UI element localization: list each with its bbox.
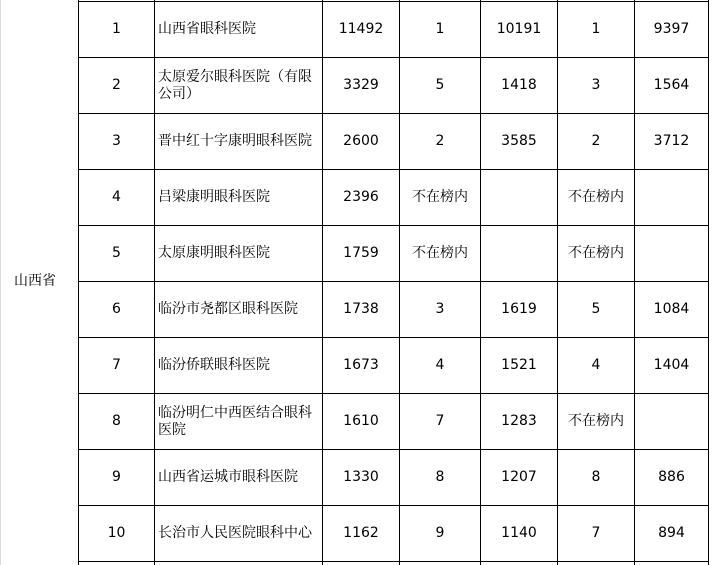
rank-cell-3[interactable]: 不在榜内 [568,189,624,205]
rank-cell-2[interactable]: 8 [435,469,445,485]
value-cell-3[interactable]: 1084 [653,301,690,317]
rank-cell[interactable]: 2 [112,77,121,93]
rank-cell-2[interactable]: 9 [435,525,445,541]
value-cell-1[interactable]: 2396 [343,189,379,205]
hospital-name-cell[interactable]: 吕梁康明眼科医院 [158,189,270,205]
rank-cell-2[interactable]: 不在榜内 [412,245,468,261]
rank-cell-2[interactable]: 2 [435,133,445,149]
rank-cell[interactable]: 9 [112,469,121,485]
value-cell-2[interactable] [481,226,557,281]
hospital-name-cell[interactable]: 太原康明眼科医院 [158,245,270,261]
hospital-name-cell[interactable]: 山西省运城市眼科医院 [158,469,298,485]
rank-cell[interactable]: 3 [112,133,121,149]
rank-cell-3[interactable]: 3 [591,77,601,93]
column-divider [708,0,709,565]
value-cell-2[interactable]: 3585 [501,133,537,149]
rank-cell-2[interactable]: 不在榜内 [412,189,468,205]
value-cell-3[interactable] [635,226,708,281]
value-cell-3[interactable]: 894 [658,525,685,541]
value-cell-3[interactable] [635,394,708,449]
value-cell-1[interactable]: 11492 [338,21,384,37]
rank-cell[interactable]: 1 [112,21,121,37]
rank-cell[interactable]: 5 [112,245,121,261]
rank-cell[interactable]: 8 [112,413,121,429]
hospital-name-cell[interactable]: 临汾市尧都区眼科医院 [158,301,298,317]
rank-cell-3[interactable]: 不在榜内 [568,245,624,261]
value-cell-1[interactable]: 2600 [343,133,379,149]
rank-cell[interactable]: 7 [112,357,121,373]
value-cell-1[interactable]: 1738 [343,301,379,317]
value-cell-2[interactable]: 1140 [501,525,537,541]
rank-cell-3[interactable]: 5 [591,301,601,317]
value-cell-3[interactable]: 3712 [653,133,690,149]
rank-cell-3[interactable]: 4 [591,357,601,373]
value-cell-1[interactable]: 1759 [343,245,379,261]
rank-cell[interactable]: 6 [112,301,121,317]
hospital-name-cell[interactable]: 临汾侨联眼科医院 [158,357,270,373]
value-cell-2[interactable]: 1521 [501,357,537,373]
hospital-name-cell[interactable]: 山西省眼科医院 [158,21,256,37]
rank-cell-3[interactable]: 1 [591,21,601,37]
rank-cell-2[interactable]: 4 [435,357,445,373]
rank-cell-2[interactable]: 1 [435,21,445,37]
value-cell-2[interactable]: 1283 [501,413,537,429]
value-cell-1[interactable]: 1673 [343,357,379,373]
value-cell-3[interactable]: 1564 [653,77,690,93]
hospital-name-cell[interactable]: 临汾明仁中西医结合眼科医院 [158,404,312,438]
province-cell[interactable]: 山西省 [14,272,56,289]
rank-cell-2[interactable]: 3 [435,301,445,317]
rank-cell-2[interactable]: 7 [435,413,445,429]
rank-cell-3[interactable]: 8 [591,469,601,485]
value-cell-2[interactable] [481,170,557,225]
rank-cell-2[interactable]: 5 [435,77,445,93]
rank-cell-3[interactable]: 不在榜内 [568,413,624,429]
rank-cell[interactable]: 10 [107,525,126,541]
rank-cell[interactable]: 4 [112,189,121,205]
value-cell-1[interactable]: 1162 [343,525,379,541]
value-cell-1[interactable]: 3329 [343,77,379,93]
hospital-name-cell[interactable]: 长治市人民医院眼科中心 [158,525,312,541]
value-cell-1[interactable]: 1330 [343,469,379,485]
value-cell-3[interactable]: 1404 [653,357,690,373]
hospital-name-cell[interactable]: 太原爱尔眼科医院（有限公司） [158,68,312,102]
rank-cell-3[interactable]: 7 [591,525,601,541]
hospital-name-cell[interactable]: 晋中红十字康明眼科医院 [158,133,312,149]
row-divider [78,561,708,562]
value-cell-2[interactable]: 1418 [501,77,537,93]
rank-cell-3[interactable]: 2 [591,133,601,149]
value-cell-2[interactable]: 1619 [501,301,537,317]
sheet-edge [0,0,1,565]
value-cell-3[interactable]: 9397 [653,21,690,37]
value-cell-1[interactable]: 1610 [343,413,379,429]
value-cell-3[interactable] [635,170,708,225]
value-cell-3[interactable]: 886 [658,469,685,485]
value-cell-2[interactable]: 1207 [501,469,537,485]
value-cell-2[interactable]: 10191 [496,21,542,37]
